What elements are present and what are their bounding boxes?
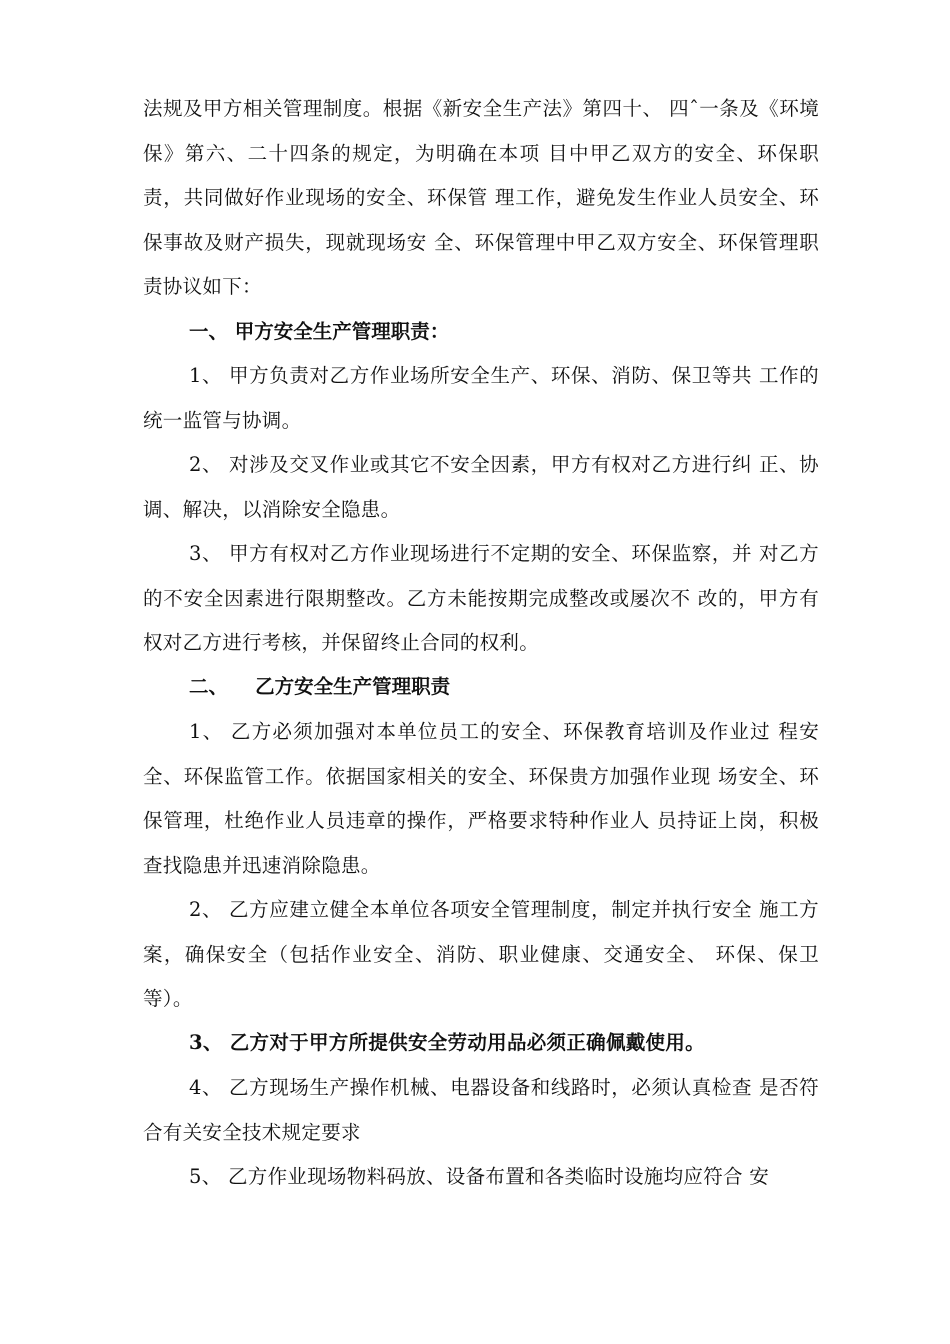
section-2-heading: 二、 乙方安全生产管理职责 [189, 675, 451, 698]
section-1-item-2: 2、 对涉及交叉作业或其它不安全因素，甲方有权对乙方进行纠 正、协调、解决，以消除安全隐患。 [143, 453, 819, 521]
section-2-item-3: 3、 乙方对于甲方所提供安全劳动用品必须正确佩戴使用。 [189, 1031, 705, 1054]
section-2-item-5: 5、 乙方作业现场物料码放、设备布置和各类临时设施均应符合 安 [189, 1165, 770, 1188]
section-1-item-1: 1、 甲方负责对乙方作业场所安全生产、环保、消防、保卫等共 工作的统一监管与协调。 [143, 364, 819, 432]
section-1-item-3: 3、 甲方有权对乙方作业现场进行不定期的安全、环保监察，并 对乙方的不安全因素进行限期整改。乙方未能按期完成整改或屡次不 改的，甲方有权对乙方进行考核，并保留终止合同的权利。 [143, 542, 819, 654]
section-2-item-4: 4、 乙方现场生产操作机械、电器设备和线路时，必须认真检查 是否符合有关安全技术规定要求 [143, 1076, 819, 1144]
intro-paragraph: 法规及甲方相关管理制度。根据《新安全生产法》第四十、 四ˆ一条及《环境保》第六、二十四条的规定，为明确在本项 目中甲乙双方的安全、环保职责，共同做好作业现场的安全、环保管 理工作，避免发生作业人员安全、环保事故及财产损失，现就现场安 全、环保管理中甲乙双方安全、环保管理职责协议如下： [143, 97, 819, 298]
section-1-heading: 一、 甲方安全生产管理职责： [189, 320, 450, 343]
section-2-item-2: 2、 乙方应建立健全本单位各项安全管理制度，制定并执行安全 施工方案，确保安全（包括作业安全、消防、职业健康、交通安全、 环保、保卫等）。 [143, 898, 819, 1010]
section-2-item-1: 1、 乙方必须加强对本单位员工的安全、环保教育培训及作业过 程安全、环保监管工作。依据国家相关的安全、环保贵方加强作业现 场安全、环保管理，杜绝作业人员违章的操作，严格要求特种作业人 员持证上岗，积极查找隐患并迅速消除隐患。 [143, 720, 819, 877]
